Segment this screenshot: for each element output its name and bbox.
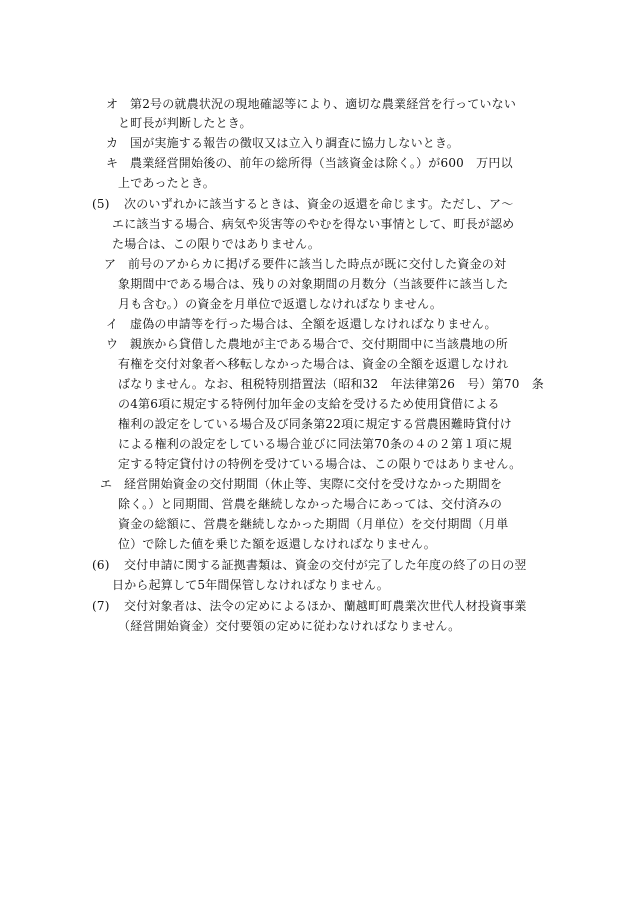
item-ka-label: カ [106,136,119,150]
section-7-label: (7) [92,599,110,613]
item-e-label: エ [100,477,113,491]
item-u-line-7: 定する特定貸付けの特例を受けている場合は、この限りではありません。 [118,457,522,471]
item-ki-label: キ [106,156,119,170]
item-a-label: ア [104,257,117,271]
item-i-label: イ [106,317,119,331]
item-i-line-1: イ 虚偽の申請等を行った場合は、全額を返還しなければなりません。 [106,317,497,331]
item-ki-line-1: キ 農業経営開始後の、前年の総所得（当該資金は除く。）が600 万円以 [106,156,513,170]
item-u-line-4: の4第6項に規定する特例付加年金の支給を受けるため使用貸借による [118,397,500,411]
item-u-line-1: ウ 親族から貸借した農地が主である場合で、交付期間中に当該農地の所 [106,337,508,351]
item-u-line-3: ばなりません。なお、租税特別措置法（昭和32 年法律第26 号）第70 条 [118,377,544,391]
item-e-line-1: エ 経営開始資金の交付期間（休止等、実際に交付を受けなかった期間を [100,477,503,491]
section-5-line-2: エに該当する場合、病気や災害等のやむを得ない事情として、町長が認め [112,217,515,231]
item-a-line-2: 象期間中である場合は、残りの対象期間の月数分（当該要件に該当した [118,277,509,291]
section-5-line-1: (5) 次のいずれかに該当するときは、資金の返還を命じます。ただし、ア～ [92,197,514,211]
section-5-line-3: た場合は、この限りではありません。 [112,237,321,251]
item-e-line-3: 資金の総額に、営農を継続しなかった期間（月単位）を交付期間（月単 [118,517,509,531]
item-o-line-1: オ 第2号の就農状況の現地確認等により、適切な農業経営を行っていない [106,97,517,111]
item-u-line-2: 有権を交付対象者へ移転しなかった場合は、資金の全額を返還しなけれ [118,357,509,371]
section-6-label: (6) [92,558,110,572]
section-5-label: (5) [92,197,110,211]
item-e-line-2: 除く。）と同期間、営農を継続しなかった場合にあっては、交付済みの [118,497,503,511]
item-u-line-6: による権利の設定をしている場合並びに同法第70条の４の２第１項に規 [118,437,512,451]
section-7-line-1: (7) 交付対象者は、法令の定めによるほか、蘭越町町農業次世代人材投資事業 [92,599,527,613]
item-o-line-2: と町長が判断したとき。 [118,116,252,130]
item-a-line-1: ア 前号のアからカに掲げる要件に該当した時点が既に交付した資金の対 [104,257,507,271]
item-o-label: オ [106,97,119,111]
item-e-line-4: 位）で除した値を乗じた額を返還しなければなりません。 [118,537,436,551]
item-a-line-3: 月も含む。）の資金を月単位で返還しなければなりません。 [118,297,443,311]
section-7-line-2: （経営開始資金）交付要領の定めに従わなければなりません。 [118,619,461,633]
section-6-line-1: (6) 交付申請に関する証拠書類は、資金の交付が完了した年度の終了の日の翌 [92,558,527,572]
item-u-label: ウ [106,337,119,351]
item-ki-line-2: 上であったとき。 [118,176,216,190]
item-ka-line-1: カ 国が実施する報告の徴収又は立入り調査に協力しないとき。 [106,136,459,150]
item-u-line-5: 権利の設定をしている場合及び同条第22項に規定する営農困難時貸付け [118,417,512,431]
section-6-line-2: 日から起算して5年間保管しなければなりません。 [112,578,389,592]
